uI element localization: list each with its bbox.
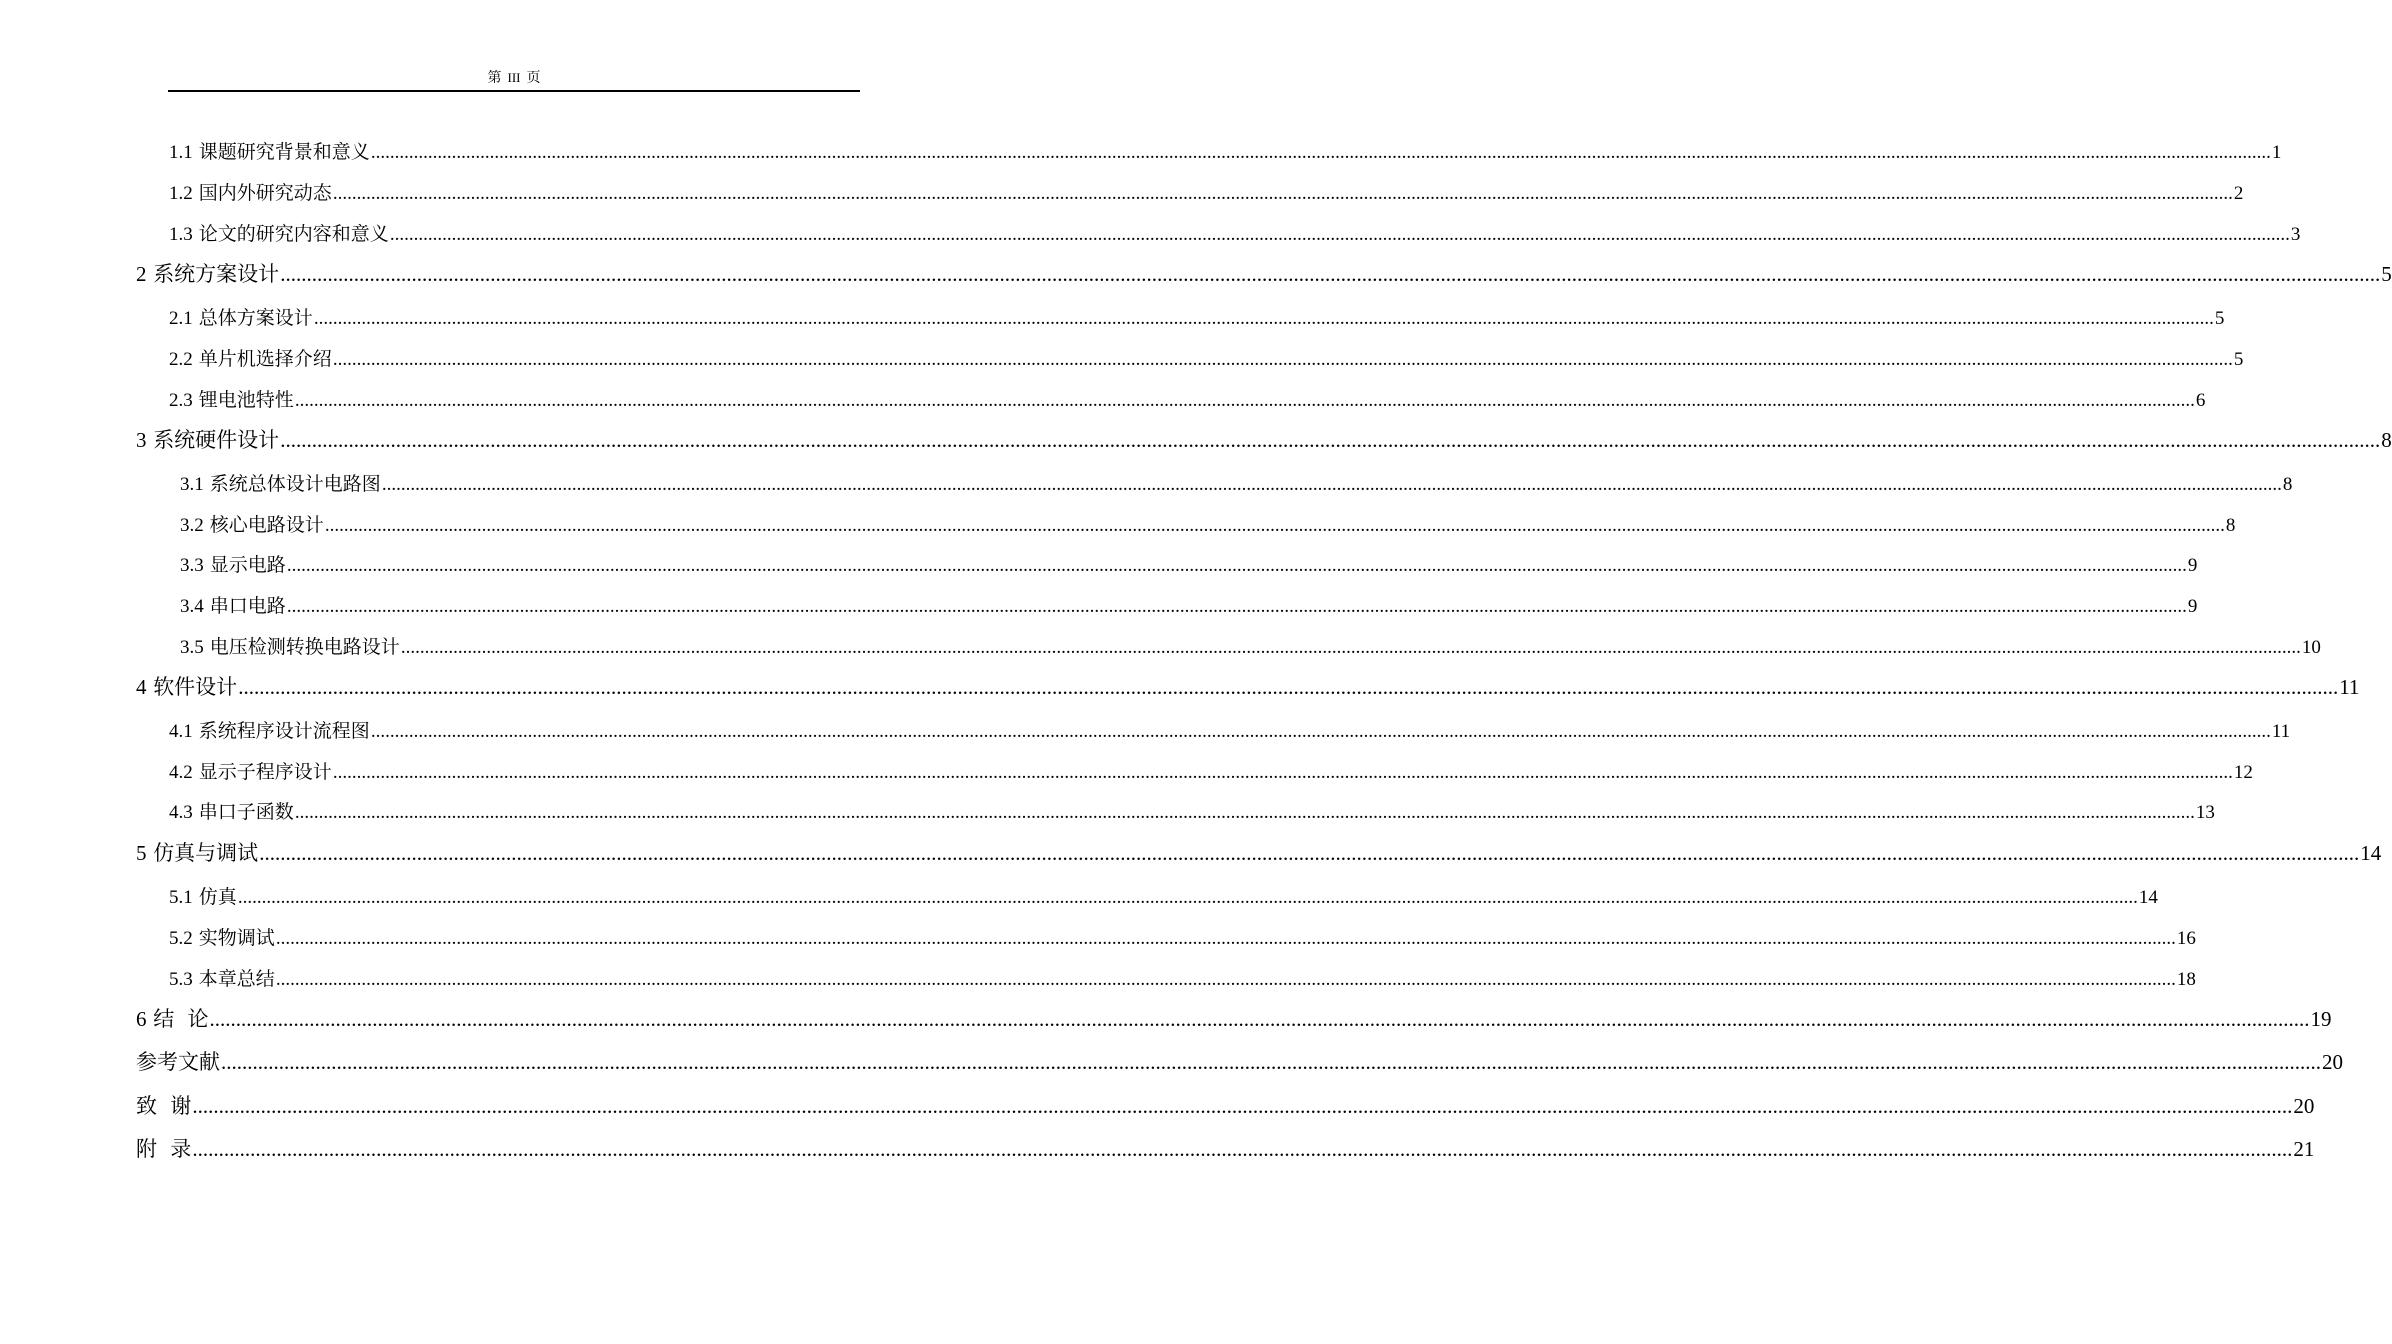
toc-dot-leader: ................................................................................................................................................................................................................................................................................................................................................................................................................ xyxy=(275,969,2176,990)
toc-entry[interactable] xyxy=(136,426,2392,454)
toc-entry-title xyxy=(136,1048,220,1076)
toc-entry[interactable] xyxy=(169,759,2253,786)
toc-entry-number: 3 xyxy=(136,428,147,452)
toc-entry-title xyxy=(169,139,370,166)
toc-entry-text: 致 谢 xyxy=(136,1094,192,1118)
toc-entry[interactable] xyxy=(136,1092,2315,1120)
toc-page-number: 13 xyxy=(2195,802,2215,823)
toc-entry-number: 1.2 xyxy=(169,183,193,204)
toc-dot-leader: ................................................................................................................................................................................................................................................................................................................................................................................................................ xyxy=(332,349,2233,370)
toc-entry-title xyxy=(169,718,370,745)
toc-page-number: 19 xyxy=(2310,1007,2332,1031)
toc-page-number: 8 xyxy=(2282,474,2293,495)
toc-entry[interactable] xyxy=(180,552,2198,579)
toc-entry-text: 实物调试 xyxy=(198,927,275,949)
toc-entry-number: 3.4 xyxy=(180,596,204,617)
toc-dot-leader: ................................................................................................................................................................................................................................................................................................................................................................................................................ xyxy=(209,1007,2310,1031)
toc-page-number: 21 xyxy=(2293,1137,2315,1161)
toc-entry[interactable] xyxy=(169,925,2196,952)
toc-page-number: 8 xyxy=(2225,515,2236,536)
toc-entry-number: 5.1 xyxy=(169,887,193,908)
toc-dot-leader: ................................................................................................................................................................................................................................................................................................................................................................................................................ xyxy=(259,841,2360,865)
toc-entry[interactable] xyxy=(136,673,2360,701)
toc-entry-text: 锂电池特性 xyxy=(198,389,294,411)
toc-entry[interactable] xyxy=(169,346,2244,373)
toc-entry-title xyxy=(180,552,286,579)
toc-entry-number: 3.2 xyxy=(180,515,204,536)
toc-entry-title xyxy=(136,1135,191,1163)
toc-page-number: 20 xyxy=(2293,1094,2315,1118)
toc-entry[interactable] xyxy=(169,221,2301,248)
toc-entry-text: 核心电路设计 xyxy=(209,514,324,536)
toc-entry[interactable] xyxy=(136,1005,2332,1033)
toc-entry-text: 国内外研究动态 xyxy=(198,182,332,204)
toc-page-number: 6 xyxy=(2195,390,2206,411)
toc-entry-title xyxy=(136,426,279,454)
toc-page-number: 1 xyxy=(2271,142,2282,163)
toc-entry-title xyxy=(169,180,332,207)
toc-page-number: 3 xyxy=(2290,224,2301,245)
toc-page-number: 11 xyxy=(2271,721,2291,742)
toc-dot-leader: ................................................................................................................................................................................................................................................................................................................................................................................................................ xyxy=(370,721,2271,742)
toc-entry-title xyxy=(180,593,286,620)
toc-entry-number: 4.1 xyxy=(169,721,193,742)
toc-entry-text: 系统程序设计流程图 xyxy=(198,720,370,742)
toc-entry-title xyxy=(180,634,400,661)
toc-dot-leader: ................................................................................................................................................................................................................................................................................................................................................................................................................ xyxy=(221,1050,2321,1074)
toc-dot-leader: ................................................................................................................................................................................................................................................................................................................................................................................................................ xyxy=(370,142,2271,163)
toc-entry-number: 3.3 xyxy=(180,555,204,576)
toc-entry-title xyxy=(136,1005,209,1033)
toc-dot-leader: ................................................................................................................................................................................................................................................................................................................................................................................................................ xyxy=(400,637,2301,658)
toc-dot-leader: ................................................................................................................................................................................................................................................................................................................................................................................................................ xyxy=(280,262,2381,286)
toc-entry-title xyxy=(136,260,279,288)
toc-entry-number: 1.3 xyxy=(169,224,193,245)
toc-dot-leader: ................................................................................................................................................................................................................................................................................................................................................................................................................ xyxy=(286,555,2187,576)
toc-entry-number: 3.5 xyxy=(180,637,204,658)
toc-entry-title xyxy=(169,387,294,414)
toc-entry[interactable] xyxy=(169,966,2196,993)
toc-entry-number: 5 xyxy=(136,841,147,865)
toc-entry-text: 论文的研究内容和意义 xyxy=(198,223,389,245)
toc-entry[interactable] xyxy=(169,139,2282,166)
toc-entry[interactable] xyxy=(180,512,2236,539)
toc-page-number: 5 xyxy=(2381,262,2392,286)
toc-entry-number: 1.1 xyxy=(169,142,193,163)
toc-entry-title xyxy=(136,839,258,867)
toc-entry-text: 单片机选择介绍 xyxy=(198,348,332,370)
toc-page-number: 5 xyxy=(2233,349,2244,370)
toc-dot-leader: ................................................................................................................................................................................................................................................................................................................................................................................................................ xyxy=(192,1137,2293,1161)
toc-entry-title xyxy=(169,966,275,993)
toc-entry[interactable] xyxy=(169,387,2206,414)
toc-entry-number: 2.2 xyxy=(169,349,193,370)
toc-entry-number: 2.3 xyxy=(169,390,193,411)
toc-entry[interactable] xyxy=(169,718,2291,745)
toc-dot-leader: ................................................................................................................................................................................................................................................................................................................................................................................................................ xyxy=(294,390,2195,411)
toc-dot-leader: ................................................................................................................................................................................................................................................................................................................................................................................................................ xyxy=(332,762,2233,783)
toc-dot-leader: ................................................................................................................................................................................................................................................................................................................................................................................................................ xyxy=(324,515,2225,536)
toc-page-number: 10 xyxy=(2301,637,2321,658)
toc-entry-text: 结 论 xyxy=(153,1007,209,1031)
toc-entry-text: 系统方案设计 xyxy=(153,262,280,286)
toc-entry[interactable] xyxy=(169,799,2215,826)
toc-entry-text: 显示子程序设计 xyxy=(198,761,332,783)
toc-entry-title xyxy=(169,925,275,952)
toc-entry[interactable] xyxy=(169,305,2225,332)
toc-entry-title xyxy=(136,673,237,701)
toc-page-number: 5 xyxy=(2214,308,2225,329)
toc-entry-title xyxy=(136,1092,191,1120)
toc-entry-text: 仿真与调试 xyxy=(153,841,259,865)
toc-entry[interactable] xyxy=(136,1135,2315,1163)
toc-entry-text: 串口子函数 xyxy=(198,801,294,823)
toc-entry-text: 显示电路 xyxy=(209,554,286,576)
header-prefix: 第 xyxy=(487,70,502,86)
toc-entry-number: 4.3 xyxy=(169,802,193,823)
toc-entry-title xyxy=(169,346,332,373)
header-page-number: III xyxy=(507,70,521,85)
toc-entry[interactable] xyxy=(136,1048,2343,1076)
toc-entry-text: 电压检测转换电路设计 xyxy=(209,636,400,658)
toc-entry[interactable] xyxy=(180,634,2321,661)
toc-entry-title xyxy=(180,512,324,539)
toc-entry-number: 3.1 xyxy=(180,474,204,495)
toc-entry-number: 5.2 xyxy=(169,928,193,949)
toc-dot-leader: ................................................................................................................................................................................................................................................................................................................................................................................................................ xyxy=(313,308,2214,329)
toc-dot-leader: ................................................................................................................................................................................................................................................................................................................................................................................................................ xyxy=(381,474,2282,495)
toc-dot-leader: ................................................................................................................................................................................................................................................................................................................................................................................................................ xyxy=(332,183,2233,204)
toc-entry-text: 本章总结 xyxy=(198,968,275,990)
toc-page-number: 8 xyxy=(2381,428,2392,452)
toc-entry[interactable] xyxy=(180,593,2198,620)
toc-entry-title xyxy=(169,799,294,826)
toc-entry[interactable] xyxy=(169,884,2158,911)
toc-page-number: 9 xyxy=(2187,596,2198,617)
toc-dot-leader: ................................................................................................................................................................................................................................................................................................................................................................................................................ xyxy=(238,675,2339,699)
toc-entry-text: 系统总体设计电路图 xyxy=(209,473,381,495)
toc-entry[interactable] xyxy=(136,260,2392,288)
toc-entry-number: 2.1 xyxy=(169,308,193,329)
toc-entry-title xyxy=(169,221,389,248)
toc-entry-title xyxy=(180,471,381,498)
toc-dot-leader: ................................................................................................................................................................................................................................................................................................................................................................................................................ xyxy=(237,887,2138,908)
toc-page-number: 14 xyxy=(2360,841,2382,865)
toc-page-number: 11 xyxy=(2339,675,2360,699)
toc-entry-title xyxy=(169,884,237,911)
toc-entry-text: 仿真 xyxy=(198,886,237,908)
toc-page-number: 9 xyxy=(2187,555,2198,576)
toc-entry-number: 4 xyxy=(136,675,147,699)
toc-page-number: 14 xyxy=(2138,887,2158,908)
toc-page-number: 2 xyxy=(2233,183,2244,204)
toc-entry-text: 参考文献 xyxy=(136,1050,220,1074)
toc-entry-number: 5.3 xyxy=(169,969,193,990)
toc-page-number: 16 xyxy=(2176,928,2196,949)
toc-dot-leader: ................................................................................................................................................................................................................................................................................................................................................................................................................ xyxy=(280,428,2381,452)
toc-entry[interactable] xyxy=(136,839,2382,867)
toc-entry[interactable] xyxy=(180,471,2293,498)
toc-dot-leader: ................................................................................................................................................................................................................................................................................................................................................................................................................ xyxy=(286,596,2187,617)
toc-entry-text: 课题研究背景和意义 xyxy=(198,141,370,163)
toc-entry-text: 系统硬件设计 xyxy=(153,428,280,452)
toc-entry-number: 4.2 xyxy=(169,762,193,783)
toc-dot-leader: ................................................................................................................................................................................................................................................................................................................................................................................................................ xyxy=(389,224,2290,245)
header-suffix: 页 xyxy=(526,70,541,86)
toc-entry-text: 附 录 xyxy=(136,1137,192,1161)
toc-page-number: 12 xyxy=(2233,762,2253,783)
toc-entry-number: 2 xyxy=(136,262,147,286)
toc-entry-title xyxy=(169,305,313,332)
toc-entry[interactable] xyxy=(169,180,2244,207)
toc-page-number: 20 xyxy=(2322,1050,2343,1074)
toc-dot-leader: ................................................................................................................................................................................................................................................................................................................................................................................................................ xyxy=(275,928,2176,949)
toc-page-number: 18 xyxy=(2176,969,2196,990)
toc-dot-leader: ................................................................................................................................................................................................................................................................................................................................................................................................................ xyxy=(294,802,2195,823)
toc-entry-number: 6 xyxy=(136,1007,147,1031)
toc-entry-text: 软件设计 xyxy=(153,675,238,699)
toc-entry-text: 串口电路 xyxy=(209,595,286,617)
toc-entry-text: 总体方案设计 xyxy=(198,307,313,329)
toc-entry-title xyxy=(169,759,332,786)
toc-dot-leader: ................................................................................................................................................................................................................................................................................................................................................................................................................ xyxy=(192,1094,2293,1118)
